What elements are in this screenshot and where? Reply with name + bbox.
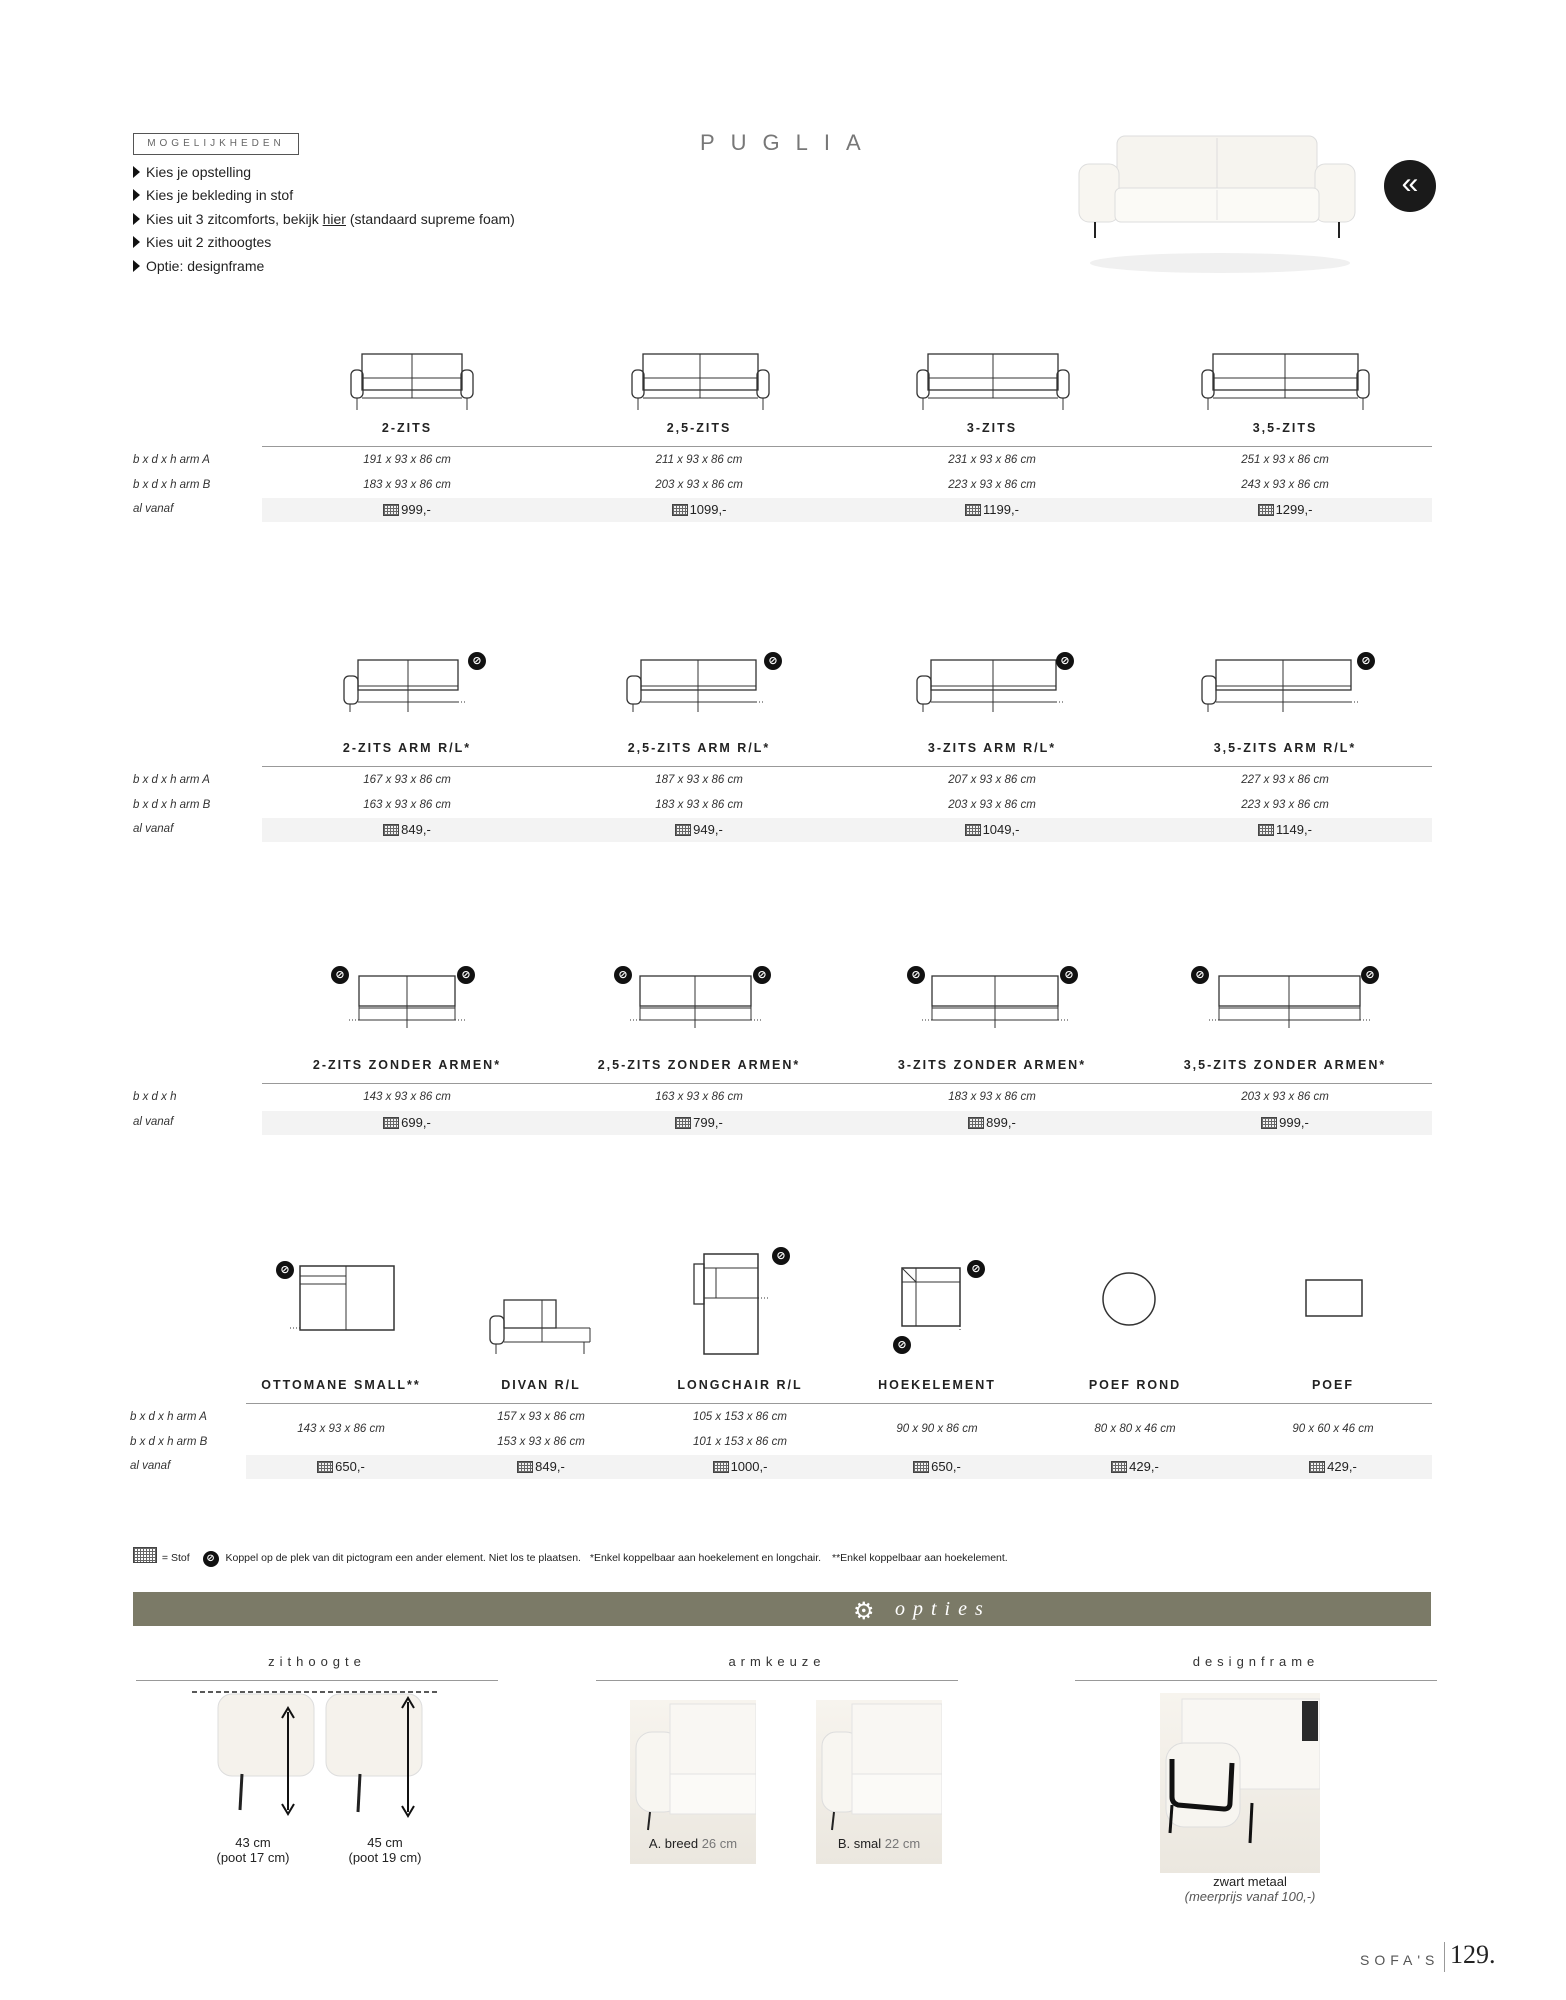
- seat-height-43: [200, 1835, 306, 1865]
- product-title: LONGCHAIR R/L: [677, 1378, 803, 1392]
- row-label: al vanaf: [133, 503, 174, 515]
- dimension: 163 x 93 x 86 cm: [655, 1091, 743, 1103]
- dimension: 101 x 153 x 86 cm: [693, 1436, 787, 1448]
- link-icon: ⊘: [967, 1260, 985, 1278]
- product-title: HOEKELEMENT: [878, 1378, 996, 1392]
- link-icon: ⊘: [614, 966, 632, 984]
- fabric-icon: [913, 1461, 929, 1473]
- dimension: 223 x 93 x 86 cm: [948, 479, 1036, 491]
- sofa-35-no-arms-diagram: [1207, 970, 1372, 1032]
- feature-text: Optie: designframe: [146, 258, 265, 274]
- option-heading: armkeuze: [728, 1654, 826, 1669]
- back-button[interactable]: [1384, 160, 1436, 212]
- fabric-icon: [1261, 1117, 1277, 1129]
- dimension: 183 x 93 x 86 cm: [948, 1091, 1036, 1103]
- triangle-bullet-icon: [133, 166, 140, 178]
- option-heading: zithoogte: [268, 1654, 366, 1669]
- feature-text: (standaard supreme foam): [345, 211, 515, 227]
- sofa-25-diagram: [628, 352, 773, 414]
- legend-fabric: = Stof: [161, 1552, 190, 1564]
- price: [262, 822, 552, 837]
- fabric-icon: [675, 824, 691, 836]
- triangle-bullet-icon: [133, 236, 140, 248]
- leg-value: (poot 17 cm): [216, 1850, 290, 1865]
- divider: [1444, 1942, 1445, 1972]
- seat-height-image: [190, 1688, 440, 1818]
- row-label: b x d x h arm B: [133, 799, 211, 811]
- divan-diagram: [486, 1296, 596, 1358]
- price-value: 849,-: [401, 822, 431, 837]
- product-title: 3,5-ZITS ARM R/L*: [1213, 741, 1357, 755]
- dimension: 143 x 93 x 86 cm: [363, 1091, 451, 1103]
- fabric-icon: [1258, 824, 1274, 836]
- dimension: 203 x 93 x 86 cm: [1241, 1091, 1329, 1103]
- dimension: 105 x 153 x 86 cm: [693, 1411, 787, 1423]
- arm-narrow-caption: [816, 1836, 942, 1851]
- product-title: POEF ROND: [1088, 1378, 1182, 1392]
- link-icon: ⊘: [457, 966, 475, 984]
- fabric-icon: [965, 824, 981, 836]
- arm-label: A. breed: [648, 1836, 699, 1851]
- designframe-caption: [1100, 1874, 1400, 1904]
- product-title: 3,5-ZITS ZONDER ARMEN*: [1183, 1058, 1387, 1072]
- link-icon: ⊘: [907, 966, 925, 984]
- dimension: 163 x 93 x 86 cm: [363, 799, 451, 811]
- designframe-image: [1160, 1693, 1320, 1873]
- arm-value: 26 cm: [701, 1836, 738, 1851]
- price-value: 999,-: [1279, 1115, 1309, 1130]
- price-value: 1299,-: [1275, 502, 1313, 517]
- link-icon: ⊘: [772, 1247, 790, 1265]
- product-title: 2-ZITS: [381, 421, 433, 435]
- fabric-icon: [383, 504, 399, 516]
- sofa-3-diagram: [913, 352, 1073, 414]
- price: [847, 822, 1137, 837]
- sofa-35-arm-diagram: [1198, 654, 1373, 716]
- dimension: 90 x 90 x 86 cm: [896, 1423, 978, 1435]
- dimension: 153 x 93 x 86 cm: [497, 1436, 585, 1448]
- price: [842, 1459, 1032, 1474]
- row-label: al vanaf: [133, 1116, 174, 1128]
- price-value: 650,-: [335, 1459, 365, 1474]
- dimension: 143 x 93 x 86 cm: [297, 1423, 385, 1435]
- height-value: 43 cm: [235, 1835, 271, 1850]
- sofa-25-arm-diagram: [623, 654, 773, 716]
- product-title: 3-ZITS ARM R/L*: [927, 741, 1057, 755]
- fabric-icon: [133, 1547, 157, 1563]
- dimension: 183 x 93 x 86 cm: [655, 799, 743, 811]
- product-title: 2,5-ZITS: [666, 421, 732, 435]
- dimension: 203 x 93 x 86 cm: [948, 799, 1036, 811]
- dimension: 187 x 93 x 86 cm: [655, 774, 743, 786]
- price: [446, 1459, 636, 1474]
- link-icon: ⊘: [1357, 652, 1375, 670]
- feature-item: [133, 234, 271, 250]
- row-label: b x d x h arm A: [133, 454, 210, 466]
- legend-note: *Enkel koppelbaar aan hoekelement en longchair.: [589, 1552, 822, 1564]
- price-value: 429,-: [1327, 1459, 1357, 1474]
- divider: [136, 1680, 498, 1681]
- triangle-bullet-icon: [133, 260, 140, 272]
- product-title: 3-ZITS ZONDER ARMEN*: [897, 1058, 1087, 1072]
- price-value: 699,-: [401, 1115, 431, 1130]
- row-label: b x d x h: [133, 1091, 177, 1103]
- fabric-icon: [965, 504, 981, 516]
- dimension: 167 x 93 x 86 cm: [363, 774, 451, 786]
- feature-text: Kies uit 3 zitcomforts, bekijk: [146, 211, 323, 227]
- fabric-icon: [1111, 1461, 1127, 1473]
- product-title: 3-ZITS: [966, 421, 1018, 435]
- price-value: 999,-: [401, 502, 431, 517]
- product-title: OTTOMANE SMALL**: [261, 1378, 421, 1392]
- price: [1140, 1115, 1430, 1130]
- price: [1140, 502, 1430, 517]
- sofa-3-arm-diagram: [913, 654, 1073, 716]
- dimension: 223 x 93 x 86 cm: [1241, 799, 1329, 811]
- seat-height-45: [332, 1835, 438, 1865]
- divider: [596, 1680, 958, 1681]
- link-icon: ⊘: [276, 1261, 294, 1279]
- height-value: 45 cm: [367, 1835, 403, 1850]
- divider: [262, 766, 1432, 767]
- dimension: 80 x 80 x 46 cm: [1094, 1423, 1176, 1435]
- page-title: PUGLIA: [700, 130, 877, 155]
- fabric-icon: [317, 1461, 333, 1473]
- product-title: POEF: [1311, 1378, 1355, 1392]
- link-icon: ⊘: [753, 966, 771, 984]
- section-name: SOFA'S: [1360, 1952, 1440, 1968]
- sofa-25-no-arms-diagram: [628, 970, 763, 1032]
- options-title: opties: [895, 1598, 991, 1620]
- price: [554, 822, 844, 837]
- leg-value: (poot 19 cm): [348, 1850, 422, 1865]
- hero-sofa-image: [1075, 128, 1365, 288]
- double-chevron-left-icon: «: [1401, 167, 1419, 200]
- dimension: 211 x 93 x 86 cm: [655, 454, 743, 466]
- options-bar: [133, 1592, 1431, 1626]
- price: [847, 1115, 1137, 1130]
- pouf-diagram: [1302, 1276, 1366, 1320]
- feature-text: Kies je opstelling: [146, 164, 252, 180]
- price-value: 650,-: [931, 1459, 961, 1474]
- sofa-3-no-arms-diagram: [920, 970, 1070, 1032]
- fabric-icon: [672, 504, 688, 516]
- dimension: 90 x 60 x 46 cm: [1292, 1423, 1374, 1435]
- divider: [246, 1403, 1432, 1404]
- price: [246, 1459, 436, 1474]
- fabric-icon: [968, 1117, 984, 1129]
- corner-element-diagram: [896, 1262, 966, 1332]
- link-icon: ⊘: [468, 652, 486, 670]
- divider: [1075, 1680, 1437, 1681]
- price: [645, 1459, 835, 1474]
- fabric-icon: [713, 1461, 729, 1473]
- price-value: 949,-: [693, 822, 723, 837]
- legend-note: **Enkel koppelbaar aan hoekelement.: [832, 1552, 1008, 1564]
- sofa-35-diagram: [1198, 352, 1373, 414]
- row-label: b x d x h arm A: [133, 774, 210, 786]
- price: [1140, 822, 1430, 837]
- price: [1238, 1459, 1428, 1474]
- ottomane-diagram: [290, 1262, 400, 1334]
- row-label: al vanaf: [130, 1460, 171, 1472]
- link-icon: ⊘: [1060, 966, 1078, 984]
- price-value: 1149,-: [1276, 822, 1312, 837]
- feature-item: [133, 187, 293, 203]
- longchair-diagram: [690, 1250, 790, 1360]
- price-value: 1000,-: [730, 1459, 768, 1474]
- option-heading: designframe: [1192, 1654, 1320, 1669]
- price-value: 849,-: [535, 1459, 565, 1474]
- options-badge: MOGELIJKHEDEN: [133, 133, 299, 155]
- comfort-link[interactable]: hier: [322, 211, 346, 227]
- dimension: 191 x 93 x 86 cm: [363, 454, 451, 466]
- link-icon: ⊘: [1361, 966, 1379, 984]
- link-icon: ⊘: [893, 1336, 911, 1354]
- price-value: 429,-: [1129, 1459, 1159, 1474]
- fabric-icon: [517, 1461, 533, 1473]
- price: [262, 502, 552, 517]
- dimension: 251 x 93 x 86 cm: [1241, 454, 1329, 466]
- product-title: DIVAN R/L: [501, 1378, 581, 1392]
- divider: [262, 446, 1432, 447]
- legend-link: Koppel op de plek van dit pictogram een ander element. Niet los te plaatsen.: [225, 1552, 581, 1564]
- row-label: b x d x h arm B: [130, 1436, 208, 1448]
- price-value: 799,-: [693, 1115, 723, 1130]
- link-icon: ⊘: [1056, 652, 1074, 670]
- price: [847, 502, 1137, 517]
- price-value: 899,-: [986, 1115, 1016, 1130]
- arm-value: 22 cm: [884, 1836, 921, 1851]
- fabric-icon: [675, 1117, 691, 1129]
- designframe-label: zwart metaal: [1213, 1874, 1287, 1889]
- sofa-2-diagram: [347, 352, 477, 414]
- feature-item: [133, 258, 264, 274]
- product-title: 2,5-ZITS ZONDER ARMEN*: [597, 1058, 801, 1072]
- triangle-bullet-icon: [133, 189, 140, 201]
- triangle-bullet-icon: [133, 213, 140, 225]
- feature-item: [133, 211, 515, 227]
- product-title: 2-ZITS ZONDER ARMEN*: [312, 1058, 502, 1072]
- row-label: b x d x h arm A: [130, 1411, 207, 1423]
- dimension: 183 x 93 x 86 cm: [363, 479, 451, 491]
- product-title: 3,5-ZITS: [1252, 421, 1318, 435]
- designframe-price: (meerprijs vanaf 100,-): [1184, 1889, 1316, 1904]
- dimension: 157 x 93 x 86 cm: [497, 1411, 585, 1423]
- price: [1040, 1459, 1230, 1474]
- legend: [133, 1547, 1008, 1567]
- price-value: 1199,-: [983, 502, 1019, 517]
- product-title: 2-ZITS ARM R/L*: [342, 741, 472, 755]
- fabric-icon: [1258, 504, 1274, 516]
- link-icon: ⊘: [331, 966, 349, 984]
- fabric-icon: [383, 1117, 399, 1129]
- fabric-icon: [383, 824, 399, 836]
- gear-icon: ⚙: [853, 1598, 875, 1625]
- link-icon: ⊘: [764, 652, 782, 670]
- dimension: 227 x 93 x 86 cm: [1241, 774, 1329, 786]
- price-value: 1099,-: [689, 502, 727, 517]
- product-title: 2,5-ZITS ARM R/L*: [627, 741, 771, 755]
- divider: [262, 1083, 1432, 1084]
- dimension: 231 x 93 x 86 cm: [948, 454, 1036, 466]
- row-label: b x d x h arm B: [133, 479, 211, 491]
- price: [554, 502, 844, 517]
- dimension: 207 x 93 x 86 cm: [948, 774, 1036, 786]
- page-number: 129.: [1450, 1940, 1496, 1969]
- link-icon: ⊘: [1191, 966, 1209, 984]
- price: [262, 1115, 552, 1130]
- sofa-2-no-arms-diagram: [347, 970, 467, 1032]
- link-icon: ⊘: [203, 1551, 219, 1567]
- sofa-2-arm-diagram: [340, 654, 470, 716]
- row-label: al vanaf: [133, 823, 174, 835]
- arm-wide-caption: [630, 1836, 756, 1851]
- price: [554, 1115, 844, 1130]
- feature-item: [133, 164, 251, 180]
- arm-label: B. smal: [837, 1836, 882, 1851]
- feature-text: Kies je bekleding in stof: [146, 187, 294, 203]
- feature-text: Kies uit 2 zithoogtes: [146, 234, 272, 250]
- dimension: 203 x 93 x 86 cm: [655, 479, 743, 491]
- fabric-icon: [1309, 1461, 1325, 1473]
- dimension: 243 x 93 x 86 cm: [1241, 479, 1329, 491]
- price-value: 1049,-: [982, 822, 1020, 837]
- round-pouf-diagram: [1101, 1271, 1157, 1327]
